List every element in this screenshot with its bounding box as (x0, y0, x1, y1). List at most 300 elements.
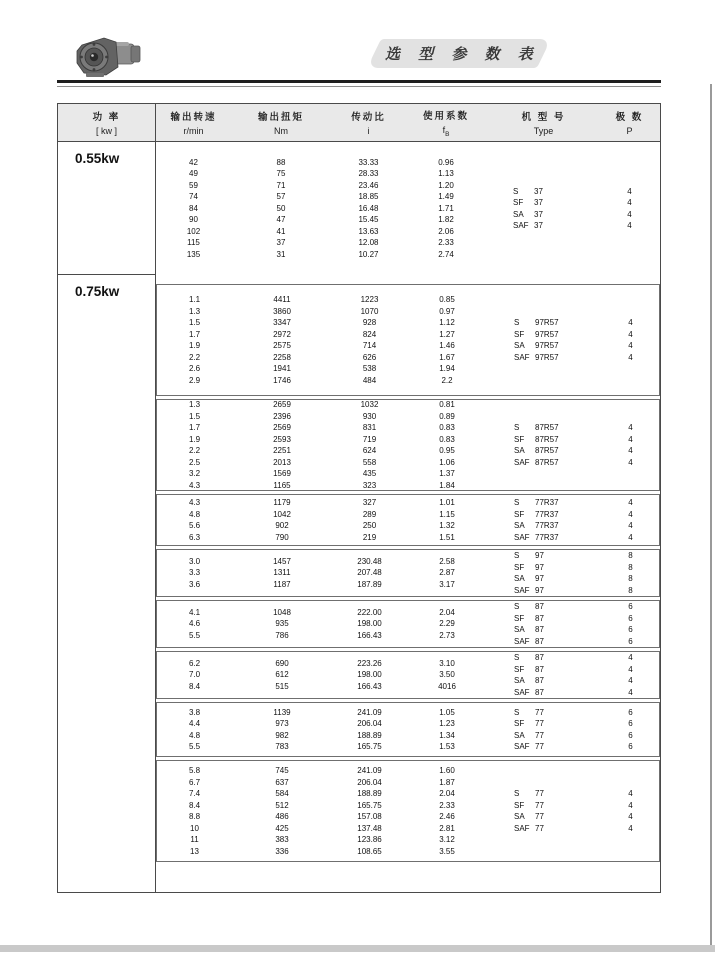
header-label-zh: 极 数 (615, 112, 644, 123)
type-model: 97 (535, 585, 544, 595)
speed-value: 3.2 (188, 469, 201, 478)
torque-value: 1569 (273, 469, 291, 478)
poles-value: 4 (628, 687, 633, 697)
factor-value: 0.89 (439, 411, 455, 421)
type-prefix: SF (514, 509, 525, 519)
gearmotor-icon (70, 33, 144, 81)
poles-value: 8 (628, 551, 633, 560)
type-value (514, 585, 602, 597)
torque-value: 2972 (273, 329, 291, 339)
poles-value: 4 (628, 823, 633, 833)
type-prefix: SA (514, 812, 525, 821)
column-factors (407, 707, 487, 753)
type-model: 37 (534, 198, 543, 207)
torque-value: 2251 (273, 446, 291, 455)
type-value (514, 445, 602, 457)
column-poles (602, 497, 659, 543)
type-prefix: SA (514, 446, 525, 455)
factor-value: 1.20 (438, 180, 454, 190)
type-prefix: S (513, 186, 519, 196)
column-torques (232, 294, 332, 386)
factor-value: 1.06 (439, 457, 455, 467)
speed-value: 1.7 (188, 329, 201, 339)
data-block (156, 651, 660, 699)
torque-value: 383 (275, 835, 289, 844)
speed-value: 10 (190, 823, 199, 833)
column-speeds (157, 765, 232, 857)
ratio-value: 327 (362, 498, 377, 507)
torque-value: 935 (275, 619, 289, 629)
type-prefix: SA (514, 730, 525, 740)
factor-value: 3.10 (439, 658, 455, 668)
factor-value: 1.32 (439, 521, 455, 530)
ratio-value: 198.00 (357, 619, 382, 629)
speed-value: 11 (190, 835, 199, 844)
poles-value: 4 (628, 457, 633, 467)
type-prefix: SA (514, 676, 525, 685)
type-prefix: SF (514, 664, 525, 674)
column-factors (407, 294, 487, 386)
type-model: 77R37 (535, 532, 559, 542)
speed-value: 4.3 (188, 498, 201, 507)
torque-value: 786 (275, 630, 289, 640)
header-label-en: r/min (183, 126, 204, 136)
torque-value: 425 (275, 823, 289, 833)
column-poles (602, 601, 659, 647)
type-model: 87 (535, 653, 544, 662)
speed-value: 1.5 (188, 318, 201, 327)
type-value (514, 352, 602, 364)
ratio-value: 289 (362, 509, 377, 519)
torque-value: 1139 (273, 707, 291, 717)
ratio-value: 824 (362, 329, 377, 339)
column-types (487, 550, 602, 596)
header-label-zh: 机 型 号 (521, 112, 566, 123)
type-prefix: SF (513, 198, 524, 207)
column-factors (407, 399, 487, 491)
ratio-value: 323 (362, 480, 377, 490)
column-torques (232, 607, 332, 642)
type-model: 87 (535, 602, 544, 611)
speed-value: 4.8 (188, 730, 201, 740)
type-model: 77R37 (535, 509, 559, 519)
column-torques (232, 497, 332, 543)
speed-value: 2.5 (188, 457, 201, 467)
torque-value: 47 (276, 215, 286, 225)
factor-value: 1.82 (438, 215, 454, 225)
torque-value: 612 (275, 670, 289, 680)
ratio-value: 157.08 (357, 812, 382, 821)
poles-value: 4 (628, 509, 633, 519)
poles-value: 4 (628, 498, 633, 507)
column-poles (602, 317, 659, 363)
data-block (156, 142, 660, 275)
type-prefix: SAF (514, 352, 530, 362)
ratio-value: 165.75 (357, 800, 382, 810)
power-label: 0.75kw (58, 275, 156, 892)
header-cell-factor (406, 104, 486, 141)
type-model: 97R57 (535, 329, 559, 339)
column-ratios (332, 765, 407, 857)
type-model: 97 (535, 574, 544, 583)
column-types (487, 652, 602, 698)
header-label-en: [ kw ] (95, 126, 117, 136)
torque-value: 1187 (273, 579, 291, 589)
column-torques (232, 556, 332, 591)
speed-value: 3.6 (188, 579, 201, 589)
type-value (514, 811, 602, 823)
header-label-en: Type (533, 126, 554, 136)
ratio-value: 435 (362, 469, 377, 478)
ratio-value: 624 (362, 446, 377, 455)
column-poles (602, 422, 659, 468)
type-model: 77 (535, 719, 544, 728)
speed-value: 5.5 (188, 742, 201, 751)
type-prefix: SAF (513, 221, 529, 230)
type-model: 77R37 (535, 498, 559, 507)
speed-value: 102 (186, 226, 201, 236)
speed-value: 4.6 (188, 619, 201, 629)
gearmotor-photo (70, 33, 144, 81)
header-label-zh: 使用系数 (422, 110, 469, 122)
factor-value: 1.27 (439, 329, 455, 339)
column-factors (407, 607, 487, 642)
column-types (487, 497, 602, 543)
speed-value: 42 (189, 157, 198, 167)
poles-value: 4 (627, 186, 632, 196)
type-model: 87 (535, 636, 544, 646)
ratio-value: 18.85 (358, 192, 379, 202)
poles-value: 4 (628, 653, 633, 662)
poles-value: 8 (628, 574, 633, 583)
type-model: 87 (535, 613, 544, 623)
factor-value: 2.58 (439, 556, 455, 566)
ratio-value: 206.04 (357, 777, 382, 787)
column-torques (232, 765, 332, 857)
torque-value: 690 (275, 658, 289, 668)
type-value (514, 573, 602, 585)
ratio-value: 108.65 (357, 846, 382, 856)
speed-value: 2.9 (188, 375, 201, 385)
type-model: 87R57 (535, 457, 559, 467)
torque-value: 2659 (273, 400, 291, 409)
type-prefix: S (514, 653, 520, 662)
column-poles (602, 550, 659, 596)
header-cell-power (58, 104, 156, 141)
speed-value: 3.0 (188, 556, 201, 566)
poles-value: 4 (628, 423, 633, 432)
type-prefix: SA (514, 341, 525, 350)
factor-value: 0.96 (438, 157, 454, 167)
factor-value: 1.13 (438, 169, 454, 179)
speed-value: 3.8 (188, 707, 201, 717)
factor-value: 1.49 (438, 192, 454, 202)
column-speeds (157, 658, 232, 693)
torque-value: 88 (276, 157, 286, 167)
ratio-value: 137.48 (357, 823, 382, 833)
speed-value: 1.3 (188, 400, 201, 409)
speed-value: 5.6 (188, 521, 201, 530)
column-speeds (157, 707, 232, 753)
type-prefix: SAF (514, 532, 530, 542)
torque-value: 1179 (273, 498, 291, 507)
torque-value: 1457 (273, 556, 291, 566)
torque-value: 3860 (273, 306, 291, 316)
ratio-value: 207.48 (357, 568, 382, 578)
speed-value: 135 (186, 249, 201, 259)
ratio-value: 13.63 (358, 226, 379, 236)
column-poles (602, 788, 659, 834)
type-model: 77 (535, 812, 544, 821)
type-value (514, 317, 602, 329)
table-body (58, 142, 660, 892)
torque-value: 2258 (273, 352, 291, 362)
header-label-zh: 输出扭矩 (257, 112, 304, 123)
type-prefix: SA (514, 521, 525, 530)
poles-value: 4 (628, 664, 633, 674)
poles-value: 8 (628, 585, 633, 595)
type-model: 77 (535, 742, 544, 751)
factor-value: 1.01 (439, 498, 455, 507)
factor-value: 3.55 (439, 846, 455, 856)
torque-value: 71 (276, 180, 286, 190)
factor-value: 2.29 (439, 619, 455, 629)
column-speeds (157, 556, 232, 591)
speed-value: 4.8 (188, 509, 201, 519)
type-model: 77R37 (535, 521, 559, 530)
factor-value: 2.81 (439, 823, 455, 833)
factor-value: 1.37 (439, 469, 455, 478)
poles-value: 6 (628, 602, 633, 611)
torque-value: 512 (275, 800, 289, 810)
type-model: 77 (535, 823, 544, 833)
poles-value: 4 (628, 446, 633, 455)
header-rule (57, 80, 661, 83)
column-factors (407, 765, 487, 857)
type-model: 97R57 (535, 341, 559, 350)
ratio-value: 714 (362, 341, 377, 350)
torque-value: 50 (276, 203, 286, 213)
ratio-value: 1070 (360, 306, 379, 316)
poles-value: 6 (628, 613, 633, 623)
header-label-zh: 功 率 (92, 112, 121, 123)
data-block (156, 284, 660, 396)
speed-value: 115 (187, 238, 200, 248)
ratio-value: 930 (362, 411, 377, 421)
type-prefix: SAF (514, 687, 530, 697)
ratio-value: 10.27 (358, 249, 379, 259)
torque-value: 336 (275, 846, 289, 856)
speed-value: 6.2 (188, 658, 201, 668)
power-section (58, 142, 660, 275)
column-factors (407, 497, 487, 543)
speed-value: 7.4 (188, 789, 201, 798)
ratio-value: 626 (362, 352, 377, 362)
poles-value: 6 (628, 636, 633, 646)
ratio-value: 166.43 (357, 630, 382, 640)
type-prefix: SAF (514, 823, 530, 833)
ratio-value: 12.08 (358, 238, 379, 248)
type-value (514, 624, 602, 636)
factor-value: 1.12 (439, 318, 455, 327)
type-value (514, 509, 602, 521)
factor-value: 2.73 (439, 630, 455, 640)
header-label-en: i (367, 126, 370, 136)
torque-value: 982 (275, 730, 289, 740)
type-value (513, 220, 601, 232)
ratio-value: 223.26 (357, 658, 382, 668)
factor-value: 2.87 (439, 568, 455, 578)
ratio-value: 219 (362, 532, 377, 542)
torque-value: 1746 (273, 375, 291, 385)
section-data-area (156, 142, 660, 275)
torque-value: 486 (275, 812, 289, 821)
page-margin-line (710, 84, 712, 945)
factor-value: 1.34 (439, 730, 455, 740)
torque-value: 3347 (273, 318, 291, 327)
column-torques (231, 157, 331, 261)
factor-value: 1.05 (439, 707, 455, 717)
torque-value: 4411 (273, 295, 291, 304)
column-poles (602, 707, 659, 753)
column-speeds (157, 294, 232, 386)
column-poles (602, 652, 659, 698)
factor-value: 1.53 (439, 742, 455, 751)
speed-value: 6.3 (188, 532, 201, 542)
column-speeds (157, 607, 232, 642)
factor-value: 2.74 (438, 249, 454, 259)
column-types (487, 601, 602, 647)
type-value (514, 434, 602, 446)
factor-value: 0.95 (439, 446, 455, 455)
torque-value: 902 (275, 521, 289, 530)
type-prefix: S (514, 707, 520, 717)
torque-value: 2569 (273, 423, 291, 432)
type-prefix: S (514, 423, 520, 432)
param-table (57, 103, 661, 893)
column-torques (232, 658, 332, 693)
type-model: 77 (535, 800, 544, 810)
type-value (514, 823, 602, 835)
speed-value: 84 (189, 203, 198, 213)
power-section (58, 275, 660, 892)
factor-value: 2.04 (439, 607, 455, 617)
column-ratios (332, 294, 407, 386)
poles-value: 6 (628, 719, 633, 728)
speed-value: 1.5 (188, 411, 201, 421)
type-value (514, 422, 602, 434)
speed-value: 1.9 (188, 341, 201, 350)
type-prefix: S (514, 789, 520, 798)
type-prefix: S (514, 498, 520, 507)
ratio-value: 206.04 (357, 719, 382, 728)
type-value (514, 675, 602, 687)
factor-value: 2.06 (438, 226, 454, 236)
type-value (514, 613, 602, 625)
type-value (514, 550, 602, 562)
type-model: 97R57 (535, 318, 559, 327)
torque-value: 57 (276, 192, 286, 202)
header-label-zh: 传动比 (351, 112, 386, 123)
factor-value: 2.46 (439, 812, 455, 821)
column-ratios (332, 399, 407, 491)
speed-value: 90 (189, 215, 198, 225)
ratio-value: 15.45 (358, 215, 379, 225)
factor-value: 3.12 (439, 835, 455, 844)
ratio-value: 188.89 (357, 789, 382, 798)
type-model: 87 (535, 664, 544, 674)
ratio-value: 123.86 (357, 835, 382, 844)
type-model: 87 (535, 625, 544, 634)
type-prefix: SAF (514, 742, 530, 751)
type-value (514, 707, 602, 719)
column-torques (232, 399, 332, 491)
factor-value: 3.50 (439, 670, 455, 680)
ratio-value: 241.09 (357, 766, 382, 775)
type-value (514, 687, 602, 699)
column-ratios (332, 707, 407, 753)
column-speeds (157, 399, 232, 491)
speed-value: 7.0 (188, 670, 201, 680)
type-prefix: S (514, 318, 520, 327)
type-model: 37 (534, 186, 543, 196)
factor-value: 2.04 (439, 789, 455, 798)
factor-value: 0.83 (439, 434, 455, 444)
poles-value: 6 (628, 742, 633, 751)
type-prefix: SF (514, 613, 525, 623)
column-ratios (332, 658, 407, 693)
poles-value: 6 (628, 730, 633, 740)
poles-value: 6 (628, 707, 633, 717)
factor-value: 1.23 (439, 719, 455, 728)
factor-value: 0.85 (439, 295, 455, 304)
type-model: 77 (535, 730, 544, 740)
type-value (514, 601, 602, 613)
column-factors (406, 157, 486, 261)
data-block (156, 494, 660, 546)
type-model: 77 (535, 707, 544, 717)
type-prefix: SA (514, 574, 525, 583)
type-model: 87R57 (535, 423, 559, 432)
type-value (514, 800, 602, 812)
factor-value: 1.84 (439, 480, 455, 490)
type-prefix: SAF (514, 636, 530, 646)
ratio-value: 831 (362, 423, 377, 432)
factor-value: 4016 (438, 681, 456, 691)
speed-value: 1.9 (188, 434, 201, 444)
type-model: 87R57 (535, 446, 559, 455)
ratio-value: 166.43 (357, 681, 382, 691)
factor-value: 2.2 (441, 375, 453, 385)
factor-value: 1.87 (439, 777, 455, 787)
column-ratios (331, 157, 406, 261)
speed-value: 49 (189, 169, 198, 179)
power-label: 0.55kw (58, 142, 156, 275)
ratio-value: 33.33 (358, 157, 379, 167)
factor-value: 1.67 (439, 352, 455, 362)
ratio-value: 188.89 (357, 730, 382, 740)
factor-value: 1.60 (439, 766, 455, 775)
type-model: 97 (535, 562, 544, 572)
type-value (513, 186, 601, 198)
torque-value: 2013 (273, 457, 291, 467)
ratio-value: 928 (362, 318, 377, 327)
column-speeds (157, 497, 232, 543)
torque-value: 1941 (273, 364, 291, 373)
type-value (514, 520, 602, 532)
data-block (156, 399, 660, 491)
poles-value: 4 (628, 800, 633, 810)
